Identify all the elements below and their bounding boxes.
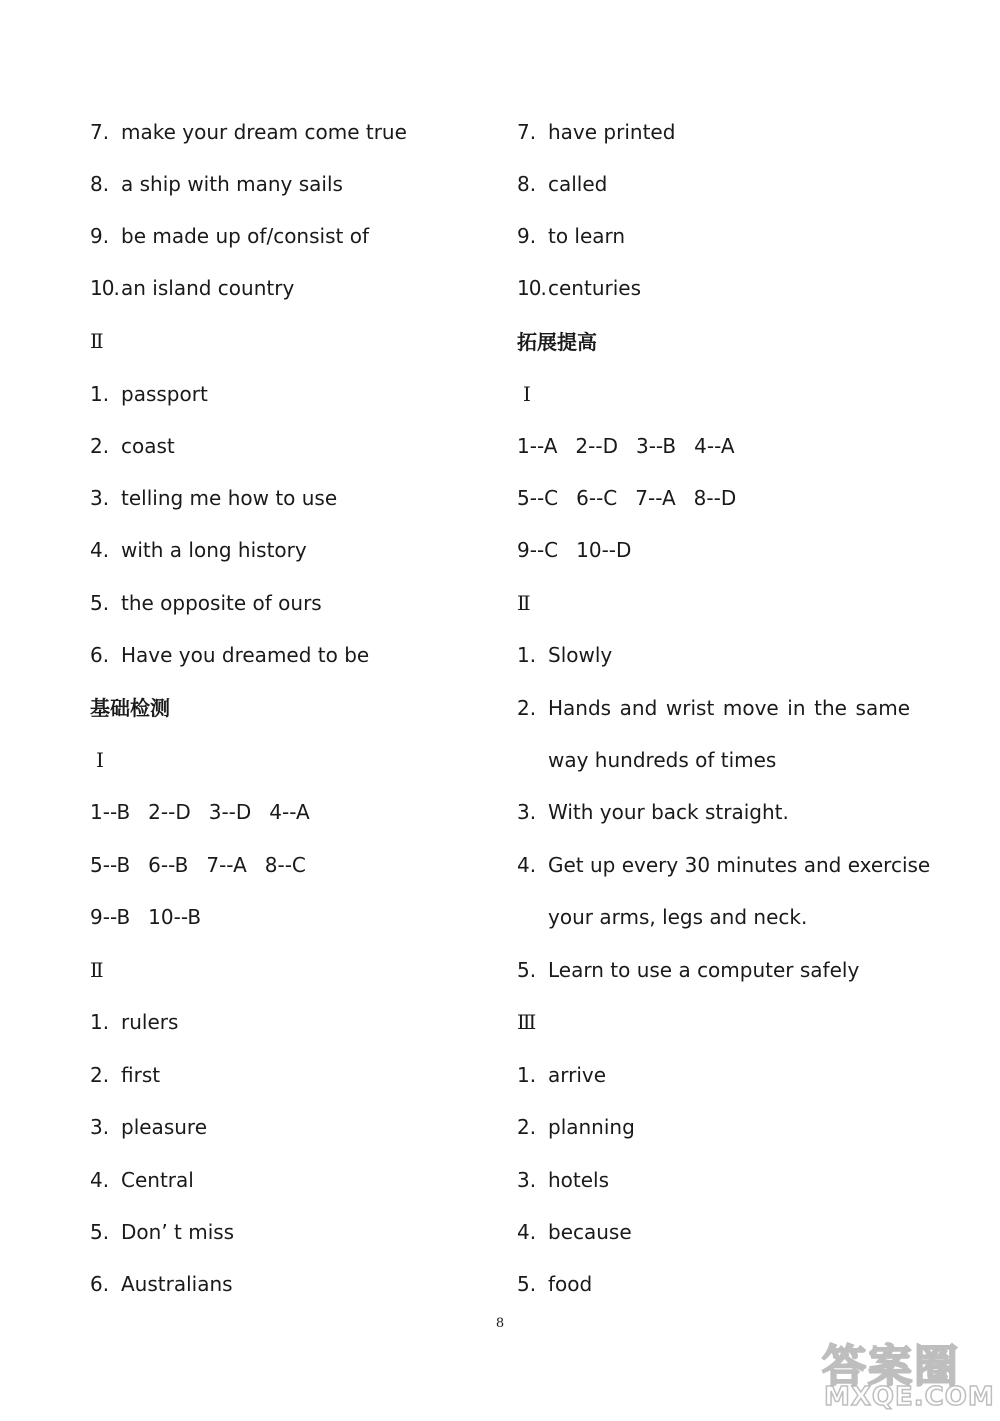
answer-line: 4. because	[517, 1220, 632, 1244]
answer-line-continued: your arms, legs and neck.	[548, 905, 808, 929]
answer-line: 7. have printed	[517, 120, 676, 144]
answer-line: 10. an island country	[90, 276, 295, 300]
section-label: Ⅱ	[90, 958, 104, 982]
choice-answer: 5--C	[517, 486, 559, 510]
section-heading: 拓展提高	[517, 330, 597, 354]
answer-line: 8. a ship with many sails	[90, 172, 343, 196]
answer-line: 4. Get up every 30 minutes and exercise	[517, 853, 931, 877]
answer-line: 1. passport	[90, 382, 208, 406]
watermark-url: MXQE.COM	[824, 1382, 995, 1412]
answer-line: 3. With your back straight.	[517, 800, 789, 824]
answer-line: 5. Don’ t miss	[90, 1220, 235, 1244]
answer-line: 1. rulers	[90, 1010, 179, 1034]
choice-answer: 5--B	[90, 853, 131, 877]
answer-line: 5. the opposite of ours	[90, 591, 322, 615]
choice-answer: 2--D	[148, 800, 191, 824]
answer-line: 2. planning	[517, 1115, 635, 1139]
choice-answer: 1--A	[517, 434, 558, 458]
answer-line: 6. Australians	[90, 1272, 233, 1296]
choice-answer: 4--A	[694, 434, 735, 458]
choice-row	[517, 535, 649, 565]
choice-answer: 8--C	[264, 853, 306, 877]
answer-line: 4. Central	[90, 1168, 194, 1192]
answer-line: 6. Have you dreamed to be	[90, 643, 370, 667]
answer-line: 9. to learn	[517, 224, 626, 248]
answer-line: 3. hotels	[517, 1168, 610, 1192]
answer-line: 4. with a long history	[90, 538, 307, 562]
answer-line-continued: way hundreds of times	[548, 748, 777, 772]
answer-line: 2. first	[90, 1063, 161, 1087]
choice-answer: 4--A	[269, 800, 310, 824]
choice-row	[90, 797, 328, 827]
choice-answer: 7--A	[635, 486, 676, 510]
choice-answer: 2--D	[575, 434, 618, 458]
section-label: Ⅱ	[90, 329, 104, 353]
answer-line: 3. pleasure	[90, 1115, 207, 1139]
choice-answer: 3--D	[208, 800, 252, 824]
answer-line: 10. centuries	[517, 276, 641, 300]
choice-row	[517, 483, 754, 513]
section-label: Ⅰ	[96, 748, 104, 772]
watermark-logo	[818, 1330, 998, 1418]
answer-line: 7. make your dream come true	[90, 120, 407, 144]
answer-line: 2. coast	[90, 434, 175, 458]
choice-answer: 9--C	[517, 538, 559, 562]
section-label: Ⅱ	[517, 591, 531, 615]
section-label: Ⅰ	[523, 382, 531, 406]
answer-line: 2. Hands and wrist move in the same	[517, 696, 910, 720]
watermark-chinese: 答案圈	[822, 1341, 960, 1392]
answer-line: 1. arrive	[517, 1063, 607, 1087]
answer-line: 5. Learn to use a computer safely	[517, 958, 860, 982]
page-number: 8	[495, 1316, 505, 1331]
choice-answer: 10--D	[576, 538, 632, 562]
answer-line: 3. telling me how to use	[90, 486, 338, 510]
answer-line: 5. food	[517, 1272, 593, 1296]
choice-answer: 1--B	[90, 800, 131, 824]
section-label: Ⅲ	[517, 1010, 537, 1034]
choice-row	[517, 431, 753, 461]
choice-answer: 10--B	[148, 905, 202, 929]
choice-answer: 6--C	[576, 486, 618, 510]
choice-row	[90, 902, 219, 932]
choice-answer: 7--A	[206, 853, 247, 877]
answer-line: 1. Slowly	[517, 643, 613, 667]
choice-answer: 8--D	[693, 486, 737, 510]
section-heading: 基础检测	[90, 696, 170, 720]
choice-row	[90, 850, 324, 880]
answer-line: 8. called	[517, 172, 608, 196]
answer-line: 9. be made up of/consist of	[90, 224, 369, 248]
choice-answer: 9--B	[90, 905, 131, 929]
choice-answer: 3--B	[635, 434, 677, 458]
choice-answer: 6--B	[148, 853, 189, 877]
